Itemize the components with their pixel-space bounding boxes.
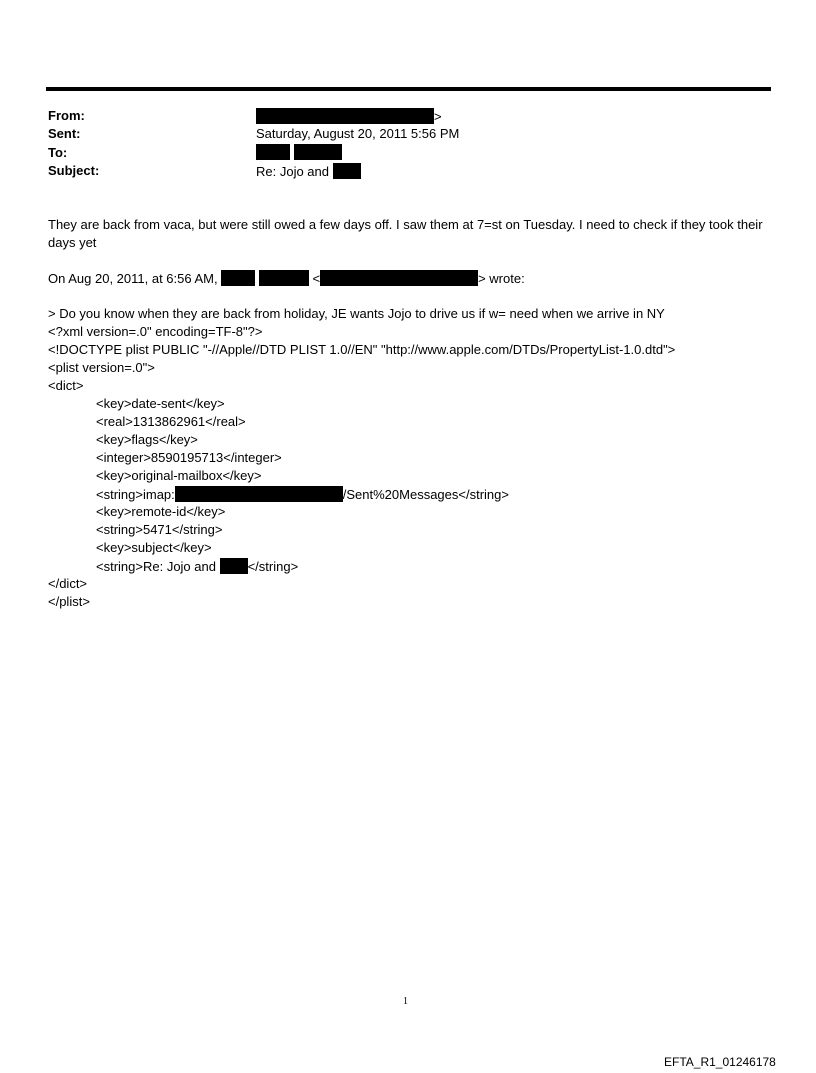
imap-prefix: <string>imap: — [96, 487, 175, 502]
redacted-sender-last — [259, 270, 309, 286]
imap-line — [96, 486, 509, 502]
sent-label: Sent: — [48, 126, 81, 141]
plist-close: </plist> — [48, 594, 90, 609]
sent-value: Saturday, August 20, 2011 5:56 PM — [256, 126, 460, 141]
from-value — [256, 108, 442, 124]
document-id: EFTA_R1_01246178 — [664, 1055, 776, 1069]
quote-intro — [48, 270, 525, 286]
from-suffix: > — [434, 109, 442, 124]
subject-string-prefix: <string>Re: Jojo and — [96, 559, 216, 574]
dict-line: <key>flags</key> — [96, 432, 198, 447]
quote-intro-suffix: > wrote: — [478, 271, 525, 286]
header-rule — [46, 87, 771, 91]
subject-string-suffix: </string> — [247, 559, 299, 574]
subject-text: Re: Jojo and — [256, 164, 329, 179]
plist-open: <plist version=.0"> — [48, 360, 155, 375]
redacted-to-last — [294, 144, 342, 160]
dict-line: <key>subject</key> — [96, 540, 212, 555]
quoted-line: > Do you know when they are back from holiday, JE wants Jojo to drive us if w= need when we arrive in NY — [48, 306, 665, 321]
dict-line: <real>1313862961</real> — [96, 414, 246, 429]
dict-open: <dict> — [48, 378, 84, 393]
redacted-to-first — [256, 144, 290, 160]
redacted-subject-string — [220, 558, 248, 574]
redacted-sender-first — [221, 270, 255, 286]
dict-line: <integer>8590195713</integer> — [96, 450, 282, 465]
doctype-line: <!DOCTYPE plist PUBLIC "-//Apple//DTD PLIST 1.0//EN" "http://www.apple.com/DTDs/PropertyList-1.0.dtd"> — [48, 342, 676, 357]
to-label: To: — [48, 145, 68, 160]
page-number: 1 — [403, 996, 408, 1007]
redacted-subject-name — [333, 163, 361, 179]
to-value — [256, 144, 342, 160]
quote-intro-lt: < — [312, 271, 321, 286]
redacted-sender-email — [320, 270, 478, 286]
redacted-imap-account — [175, 486, 343, 502]
imap-suffix: /Sent%20Messages</string> — [342, 487, 509, 502]
dict-close: </dict> — [48, 576, 88, 591]
dict-line: <string>5471</string> — [96, 522, 223, 537]
dict-line: <key>remote-id</key> — [96, 504, 226, 519]
dict-line: <key>date-sent</key> — [96, 396, 225, 411]
xml-declaration: <?xml version=.0" encoding=TF-8"?> — [48, 324, 263, 339]
dict-line: <key>original-mailbox</key> — [96, 468, 262, 483]
subject-value — [256, 163, 361, 179]
subject-label: Subject: — [48, 163, 100, 178]
quote-intro-prefix: On Aug 20, 2011, at 6:56 AM, — [48, 271, 218, 286]
subject-string-line — [96, 558, 298, 574]
from-label: From: — [48, 108, 85, 123]
message-body: They are back from vaca, but were still owed a few days off. I saw them at 7=st on Tuesday. I need to check if they took their days yet — [48, 217, 763, 250]
redacted-from-address — [256, 108, 434, 124]
